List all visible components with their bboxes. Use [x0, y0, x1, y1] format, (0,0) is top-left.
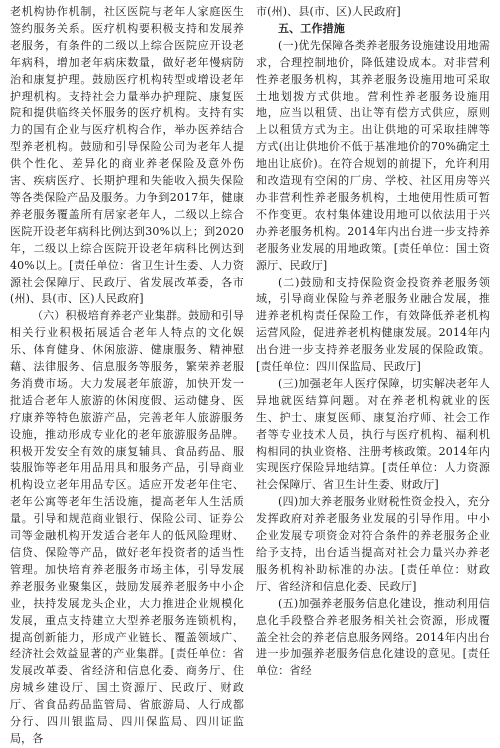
paragraph-responsible-continuation: 市(州)、县(市、区)人民政府]	[256, 5, 401, 18]
paragraph-medical-continuation: 老机构协作机制，社区医院与老年人家庭医生签约服务关系。医疗机构要积极支持和发展养老服务，有条件的二级以上综合医院应开设老年病科，增加老年病床数量，做好老年慢病防治和康复护理。鼓励医疗机构转型或增设老年护理机构。支持社会力量举办护理院、康复医院和提供临终关怀服务的医疗机构。支持有实力的国有企业与医疗机构合作，举办医养结合型养老机构。鼓励和引导保险公司为老年人提供个性化、差异化的商业养老保险及意外伤害、疾病医疗、长期护理和失能收入损失保险等各类保险产品及服务。力争到2017年，健康养老服务覆盖所有居家老年人，二级以上综合医院开设老年病科比例达到30%以上；到2020年，二级以上综合医院开设老年病科比例达到40%以上。[责任单位：省卫生计生委、人力资源社会保障厅、民政厅、省发展改革委，各市(州)、县(市、区)人民政府]	[10, 5, 244, 306]
section-heading-measures: 五、工作措施	[278, 21, 345, 35]
paragraph-measure-4: (四)加大养老服务业财税性资金投入，充分发挥政府对养老服务业发展的引导作用。中小企业发展专项资金对符合条件的养老服务企业给予支持，出台适当提高对社会力量兴办养老服务机构补助标准的办法。[责任单位：财政厅、省经济和信息化委、民政厅]	[256, 495, 490, 593]
paragraph-measure-1: (一)优先保障各类养老服务设施建设用地需求，合理控制地价，降低建设成本。对非营利性养老服务机构，其养老服务设施用地可采取土地划拨方式供地。营利性养老服务设施用地，应当以租赁、出让等有偿方式供应，原则上以租赁方式为主。出让供地的可采取挂牌等方式(出让供地价不低于基准地价的70%确定土地出让底价)。在符合规划的前提下，允许利用和改造现有空闲的厂房、学校、社区用房等兴办非营利性养老服务机构，土地使用性质可暂不作变更。农村集体建设用地可以依法用于兴办养老服务机构。2014年内出台进一步支持养老服务业发展的用地政策。[责任单位：国土资源厅、民政厅]	[256, 38, 490, 272]
left-column	[10, 4, 244, 745]
paragraph-measure-5: (五)加强养老服务信息化建设，推动利用信息化手段整合养老服务相关社会资源，形成覆盖全社会的养老信息服务网络。2014年内出台进一步加强养老服务信息化建设的意见。[责任单位：省经	[256, 596, 490, 678]
paragraph-industry-cluster: （六）积极培育养老产业集群。鼓励和引导相关行业积极拓展适合老年人特点的文化娱乐、体育健身、休闲旅游、健康服务、精神慰藉、法律服务、信息服务等服务，繁荣养老服务消费市场。大力发展老年旅游，加快开发一批适合老年人旅游的休闲度假、运动健身、医疗康养等特色旅游产品，完善老年人旅游服务设施，推动形成专业化的老年旅游服务品牌。积极开发安全有效的康复辅具、食品药品、服装服饰等老年用品用具和服务产品，引导商业机构设立老年用品专区。适应开发老年住宅、老年公寓等老年生活设施，提高老年人生活质量。引导和规范商业银行、保险公司、证券公司等金融机构开发适合老年人的低风险理财、信贷、保险等产品，做好老年投资者的适当性管理。加快培育养老服务市场主体，引导发展养老服务业聚集区，鼓励发展养老服务中小企业，扶持发展龙头企业，大力推进企业规模化发展，重点支持建立大型养老服务连锁机构，提高创新能力，形成产业链长、覆盖领域广、经济社会效益显著的产业集群。[责任单位：省发展改革委、省经济和信息化委、商务厅、住房城乡建设厅、国土资源厅、民政厅、财政厅、省食品药品监管局、省旅游局、人行成都分行、四川银监局、四川保监局、四川证监局，各	[10, 309, 244, 745]
right-column	[256, 4, 490, 678]
paragraph-measure-3: (三)加强老年人医疗保障，切实解决老年人异地就医结算问题。对在养老机构就业的医生、护士、康复医师、康复治疗师、社会工作者等专业技术人员，执行与医疗机构、福利机构相同的执业资格、注册考核政策。2014年内实现医疗保险异地结算。[责任单位：人力资源社会保障厅、省卫生计生委、财政厅]	[256, 376, 490, 492]
paragraph-measure-2: (二)鼓励和支持保险资金投资养老服务领域，引导商业保险与养老服务业融合发展，推进养老机构责任保险工作，有效降低养老机构运营风险，促进养老机构健康发展。2014年内出台进一步支持养老服务业发展的保险政策。[责任单位：四川保监局、民政厅]	[256, 275, 490, 374]
